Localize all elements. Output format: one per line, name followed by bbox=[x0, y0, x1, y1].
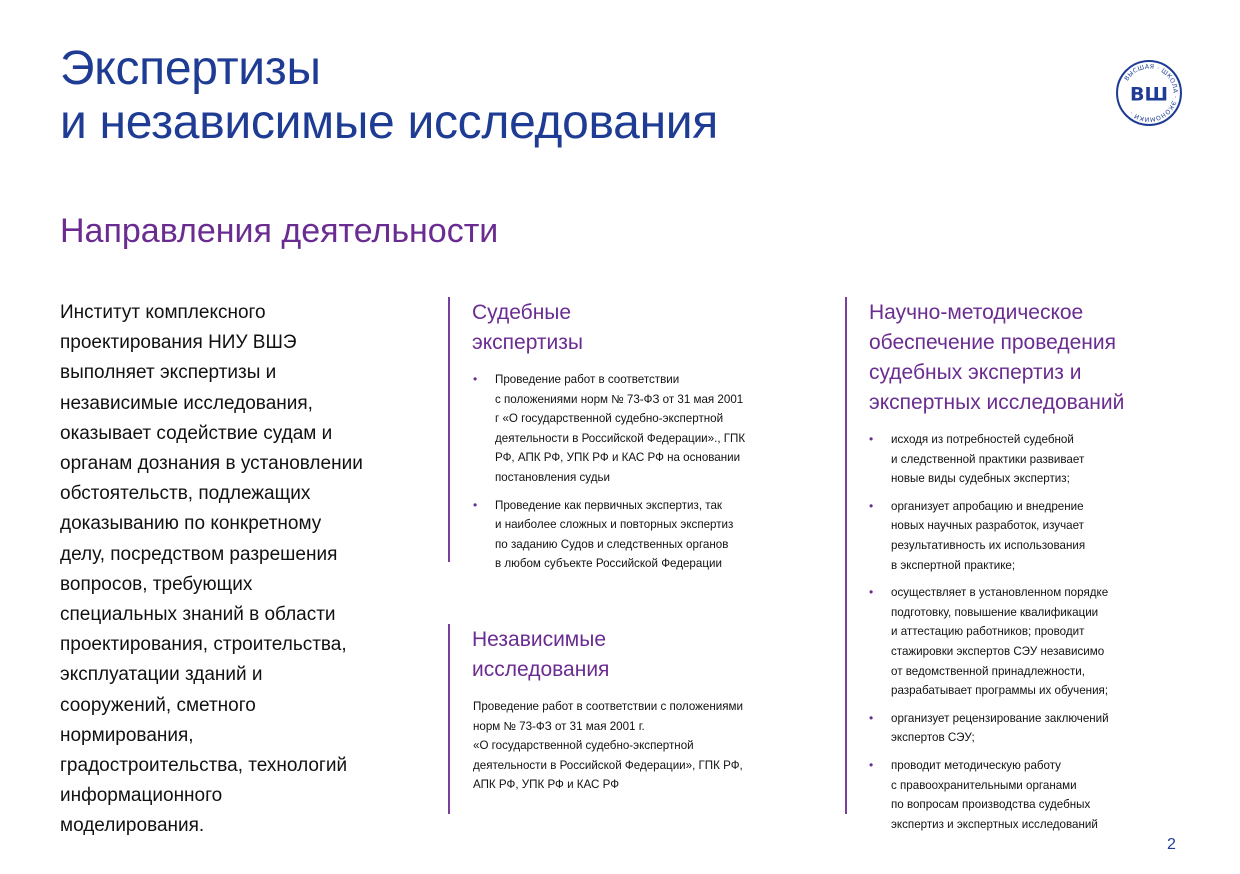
list-item-line: • организует рецензирование заключений bbox=[891, 711, 1109, 725]
intro-line: эксплуатации зданий и bbox=[60, 664, 263, 686]
methodology-heading-line: Научно-методическое bbox=[869, 301, 1084, 324]
methodology-heading-line: обеспечение проведения bbox=[869, 331, 1116, 354]
methodology-heading-line: судебных экспертиз и bbox=[869, 361, 1082, 384]
intro-line: нормирования, bbox=[60, 724, 194, 746]
list-item-line: деятельности в Российской Федерации»., ГПК bbox=[495, 431, 746, 445]
page-title bbox=[60, 42, 718, 150]
list-item-line: экспертиз и экспертных исследований bbox=[891, 817, 1098, 831]
hse-logo-ring-text: ВЫСШАЯ · ШКОЛА · ЭКОНОМИКИ · bbox=[1123, 63, 1179, 123]
forensic-list bbox=[473, 370, 818, 582]
list-item bbox=[473, 370, 818, 488]
list-item-line: разрабатывает программы их обучения; bbox=[891, 684, 1109, 698]
list-item-line: стажировки экспертов СЭУ независимо bbox=[891, 644, 1105, 658]
intro-line: органам дознания в установлении bbox=[60, 453, 363, 475]
list-item bbox=[473, 496, 818, 574]
independent-heading-line: Независимые bbox=[472, 628, 607, 651]
paragraph-line: «О государственной судебно-экспертной bbox=[473, 739, 694, 753]
hse-logo-monogram: ВШ bbox=[1129, 83, 1169, 106]
intro-line: выполняет экспертизы и bbox=[60, 362, 277, 384]
list-item-line: • Проведение как первичных экспертиз, так bbox=[495, 498, 722, 512]
paragraph-line: Проведение работ в соответствии с положениями bbox=[473, 700, 743, 713]
intro-line: проектирования, строительства, bbox=[60, 634, 347, 656]
list-item-line: в экспертной практике; bbox=[891, 558, 1016, 572]
list-item-line: от ведомственной принадлежности, bbox=[891, 664, 1085, 678]
intro-line: делу, посредством разрешения bbox=[60, 543, 338, 565]
independent-heading bbox=[472, 625, 609, 685]
intro-line: обстоятельств, подлежащих bbox=[60, 483, 311, 505]
list-item bbox=[869, 430, 1199, 489]
intro-line: проектирования НИУ ВШЭ bbox=[60, 332, 297, 354]
independent-paragraph bbox=[473, 697, 818, 795]
list-item-line: в любом субъекте Российской Федерации bbox=[495, 557, 722, 571]
list-item-line: постановления судьи bbox=[495, 470, 610, 484]
page-number: 2 bbox=[1167, 836, 1176, 853]
list-item bbox=[869, 583, 1199, 701]
intro-line: специальных знаний в области bbox=[60, 604, 336, 626]
list-item-line: и следственной практики развивает bbox=[891, 452, 1085, 466]
paragraph-line: АПК РФ, УПК РФ и КАС РФ bbox=[473, 778, 620, 792]
list-item-line: г «О государственной судебно-экспертной bbox=[495, 412, 724, 426]
list-item-line: и аттестацию работников; проводит bbox=[891, 625, 1085, 639]
divider-forensic bbox=[448, 297, 450, 562]
list-item-line: • Проведение работ в соответствии bbox=[495, 373, 680, 386]
list-item-line: экспертов СЭУ; bbox=[891, 731, 975, 745]
list-item-line: РФ, АПК РФ, УПК РФ и КАС РФ на основании bbox=[495, 451, 741, 465]
page-title-line-2: и независимые исследования bbox=[60, 96, 718, 149]
list-item-line: • исходя из потребностей судебной bbox=[891, 433, 1074, 446]
section-subtitle: Направления деятельности bbox=[60, 212, 499, 250]
independent-heading-line: исследования bbox=[472, 658, 610, 681]
list-item-line: и наиболее сложных и повторных экспертиз bbox=[495, 518, 734, 532]
intro-line: вопросов, требующих bbox=[60, 573, 253, 595]
intro-line: оказывает содействие судам и bbox=[60, 422, 333, 444]
list-item bbox=[869, 709, 1199, 748]
list-item-line: с правоохранительными органами bbox=[891, 778, 1077, 792]
forensic-heading-line: экспертизы bbox=[472, 331, 583, 354]
intro-line: информационного bbox=[60, 785, 223, 807]
list-item-line: подготовку, повышение квалификации bbox=[891, 605, 1099, 619]
intro-line: моделирования. bbox=[60, 815, 205, 837]
page-title-line-1: Экспертизы bbox=[60, 42, 321, 95]
list-item-line: • осуществляет в установленном порядке bbox=[891, 586, 1109, 600]
intro-line: Институт комплексного bbox=[60, 302, 266, 323]
methodology-heading bbox=[869, 298, 1124, 418]
hse-logo-icon bbox=[1115, 59, 1183, 127]
divider-independent bbox=[448, 624, 450, 814]
methodology-list bbox=[869, 430, 1199, 842]
list-item-line: по заданию Судов и следственных органов bbox=[495, 537, 729, 551]
divider-methodology bbox=[845, 297, 847, 814]
list-item-line: по вопросам производства судебных bbox=[891, 798, 1091, 812]
paragraph-line: деятельности в Российской Федерации», ГПК РФ, bbox=[473, 758, 743, 772]
intro-line: независимые исследования, bbox=[60, 392, 313, 414]
paragraph-line: норм № 73-ФЗ от 31 мая 2001 г. bbox=[473, 719, 645, 733]
list-item-line: новых научных разработок, изучает bbox=[891, 519, 1084, 533]
list-item-line: новые виды судебных экспертиз; bbox=[891, 472, 1070, 486]
intro-paragraph bbox=[60, 298, 405, 842]
intro-line: доказыванию по конкретному bbox=[60, 513, 322, 535]
list-item bbox=[869, 756, 1199, 834]
list-item-line: • проводит методическую работу bbox=[891, 758, 1061, 772]
forensic-heading bbox=[472, 298, 583, 358]
methodology-heading-line: экспертных исследований bbox=[869, 391, 1125, 414]
intro-line: градостроительства, технологий bbox=[60, 755, 348, 777]
forensic-heading-line: Судебные bbox=[472, 301, 572, 324]
list-item bbox=[869, 497, 1199, 575]
list-item-line: результативность их использования bbox=[891, 538, 1086, 552]
intro-line: сооружений, сметного bbox=[60, 694, 256, 716]
list-item-line: • организует апробацию и внедрение bbox=[891, 499, 1084, 513]
list-item-line: с положениями норм № 73-ФЗ от 31 мая 2001 bbox=[495, 392, 744, 406]
